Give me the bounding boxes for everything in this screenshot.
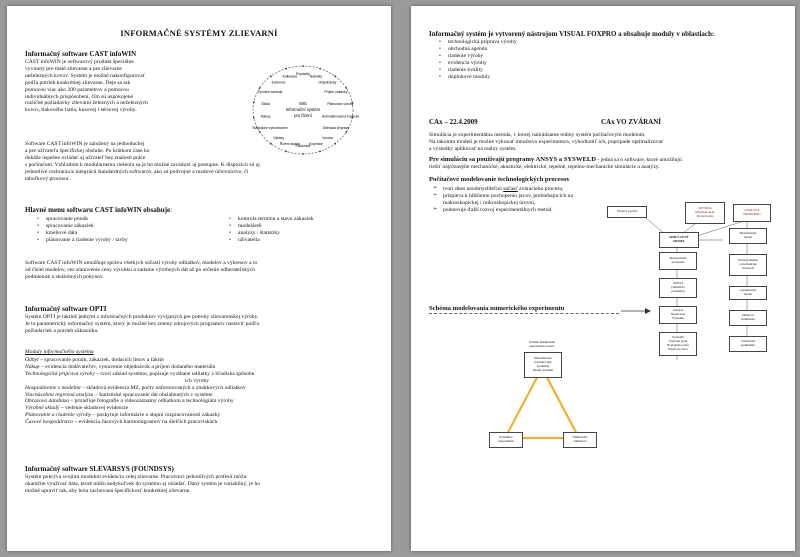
box-text-line: Matematický — [739, 231, 757, 236]
box-text-line: Výsledku — [671, 315, 685, 320]
cycle-node-label: Statistické vyhodnocení — [252, 126, 288, 131]
cycle-node-dot — [302, 65, 304, 67]
modeling-item-pre: podnecuje ďalší rozvoj experimentálnych metód. — [443, 206, 553, 213]
menu-heading-colon: : — [170, 206, 173, 214]
simulation-line: a výsledky aplikovať na reálny systém. — [429, 145, 517, 152]
module-entry — [25, 378, 385, 385]
schema-box-physical-experiment — [489, 432, 523, 448]
schema-arrow-icon — [621, 306, 651, 316]
menu-item: • kmeňové dáta — [37, 230, 217, 237]
schema-heading: Schéma modelovania numerického experimentu — [429, 305, 565, 312]
box-text-line: a mechanické — [739, 262, 757, 267]
module-entry — [25, 357, 385, 364]
opti-line: požiadaviek a potrieb zákazníka. — [25, 327, 99, 334]
cycle-node-label: Kalkulace — [282, 74, 298, 79]
module-name: Odbyt — [25, 357, 39, 363]
menu-after-paragraph — [25, 260, 385, 281]
box-text-line: simulácia — [573, 439, 587, 443]
box-text-line: problému) — [671, 288, 685, 293]
vfp-item: • technologická príprava výroby — [439, 39, 639, 46]
box-text-line: Začiatočné — [741, 339, 755, 344]
cax-title: CAx VO ZVÁRANÍ — [601, 118, 662, 126]
vfp-item: • obchodná agenda — [439, 46, 639, 53]
simulation-flow-diagram — [607, 200, 791, 370]
module-description: – štatistické spracovanie dát obsiahnutých v systéme — [93, 391, 213, 398]
slevarsys-paragraph — [25, 474, 385, 495]
module-entry — [25, 419, 385, 426]
cycle-node-dot — [270, 75, 272, 77]
cycle-node-dot — [334, 75, 336, 77]
slevarsys-line: Systém pokrýva svojimi modulmi evidenciu celej zlievarne. Pracovníci jednotlivých profesií môžu — [25, 474, 247, 480]
cycle-node-dot — [259, 131, 261, 133]
ansys-rest: - jedná sa o software, ktoré umožňujú — [596, 157, 682, 163]
module-description: – evidencia dodávateľov, vystavenie objednávok a príjem dodaného materiálu — [39, 363, 216, 370]
box-text-line: Matematického — [695, 210, 715, 215]
module-name: Nákup — [25, 363, 40, 370]
opti-line: Je to parametrický informačný systém, ktorý je možné bez zmeny zdrojových programov nastaviť podľa — [25, 320, 259, 327]
box-text-line: Okrajové — [742, 313, 754, 318]
box-text-line: Matematický — [534, 356, 552, 361]
vfp-heading: Informačný systém je vytvorený nástrojom VISUAL FOXPRO a obsahuje moduly v oblastiach: — [429, 30, 715, 38]
flow-right-box — [729, 228, 767, 244]
box-text-line: (simulácia — [671, 285, 685, 290]
module-name: Výrobné skladý — [25, 405, 60, 412]
cycle-node-dot — [253, 101, 255, 103]
module-description: – skladová evidencia MZ, počty naformovaných a zmätkových odliatkov — [80, 384, 246, 391]
vfp-item: • evidencia výroby — [439, 60, 639, 67]
cast-second-line: dokáže úspešne ovládať aj užívateľ bez znalosti práce — [25, 154, 146, 161]
cycle-node-dot — [285, 68, 287, 70]
cycle-node-label: Nákup — [260, 114, 271, 119]
box-text-line: Analýza — [672, 308, 684, 313]
module-entry — [25, 371, 385, 378]
cast-intro-line: kovov, tlakového liatia, kusovej i sériovej výroby. — [25, 107, 137, 114]
box-text-line: podmienky — [740, 343, 756, 347]
box-text-line: Výsledky — [671, 335, 685, 340]
simulation-paragraph — [429, 132, 789, 153]
cast-second-line: jednotlivé rozhrania k integrácii štandardných softwarov, ako sú podvojné a mzdové účtovníctvo, či — [25, 168, 249, 175]
simulation-line: Simulácia je experimentálna metóda, v ktorej nahrádzame reálny systém počítačovým modelom. — [429, 132, 646, 138]
schema-box-numerical-simulation — [563, 432, 597, 448]
module-name: Obrazová databáza — [25, 398, 69, 405]
box-text-line: METÓDA — [698, 206, 712, 211]
module-name: Hospodárenie s modelmi — [25, 384, 81, 391]
box-text-line: fyzikálny — [536, 364, 550, 368]
ansys-heading: Pre simuláciu sa používajú programy ANSYS a SYSWELD — [429, 156, 597, 163]
document-page-left — [7, 6, 391, 551]
module-entry — [25, 398, 385, 405]
modules-list — [25, 357, 385, 426]
cast-second-line: Software CAST infoWIN je založený na jednoduchej — [25, 141, 145, 147]
module-description: – priraďuje fotografie a videozáznamy odliatkom a technológiám výroby — [68, 398, 234, 405]
menu-item: • modeláreň — [229, 223, 379, 230]
module-description: – evidencia časových harmonogramov na dielčích pracoviskách — [73, 419, 218, 426]
cycle-node-label: Nabídky — [309, 74, 323, 79]
modeling-item — [433, 207, 593, 214]
menu-after-line: od čísiel modelov, cez stanovenie ceny výrobku a zadanie výrobných dát až po určenie odberateľských — [25, 266, 256, 273]
box-text-line: podmienky — [740, 317, 756, 321]
cycle-center-line: pro řízení — [294, 113, 312, 118]
cast-intro-line: pomocou viac ako 200 parametrov a pomocou — [25, 86, 129, 93]
slevarsys-line: možné upraviť tak, aby bola zachovaná špecifickosť konkrétnej zlievarne. — [25, 487, 191, 494]
box-text-line: model systému — [532, 367, 554, 372]
cycle-node-label: Evidence — [271, 80, 286, 85]
modules-title: Moduly informačného systému — [25, 349, 94, 355]
menu-item: • spracovanie ponúk — [37, 216, 217, 223]
numerical-experiment-schema — [487, 340, 597, 460]
cast-intro-line: CAST infoWIN je softwarový produkt špeciálne — [25, 59, 134, 65]
ansys-paragraph — [429, 157, 789, 171]
schema-box-math-model — [524, 352, 562, 378]
cycle-node-label: Výrobní nástroje — [257, 90, 283, 95]
box-text-line: PROBLÉMU — [743, 212, 761, 216]
vfp-item: • doplnkové moduly — [439, 74, 639, 81]
box-text-line: Numerická — [572, 435, 588, 440]
opti-line: Systém OPTI je taktiež jedným z informačných produktov vyvíjaných pre potreby zlievarenskej výroby. — [25, 314, 259, 320]
module-name: Technologická príprava výroby — [25, 370, 95, 377]
box-text-line: SIMULAČNÝ — [669, 235, 689, 240]
menu-item: • analýzy / štatistiky — [229, 230, 379, 237]
modeling-item — [433, 186, 593, 193]
cycle-center-line: Informační systém — [285, 107, 321, 112]
box-text-line: experiment — [498, 439, 514, 443]
cast-second-line: tabuľkový procesor. — [25, 175, 70, 182]
vfp-item: • riadenie výroby — [439, 53, 639, 60]
menu-list-right — [229, 216, 379, 244]
box-text-line: ANSYS — [672, 281, 684, 286]
flow-box-analysis — [733, 204, 771, 222]
menu-after-line: Software CAST infoWIN umožňuje správu všetkých súčastí výroby odliatkov, modelov a výkresov a to — [25, 260, 258, 266]
module-entry — [25, 364, 385, 371]
flow-right-box — [729, 286, 767, 300]
module-description: – tvorí základ systému, popisuje vyrábané odliatky z hľadiska spôsobu — [94, 370, 255, 377]
flow-left-box — [659, 278, 697, 298]
module-name: Viacnásobná regresná analýza — [25, 391, 94, 398]
box-text-line: MODEL — [672, 239, 686, 243]
box-text-line: Termofyzikálne — [737, 258, 759, 263]
vfp-item: • riadenie kvality — [439, 67, 639, 74]
cast-intro-line: individuálnych prispôsobení, čím sú uspokojené — [25, 93, 133, 100]
box-text-line: Nastavenia — [670, 312, 686, 317]
cast-second-line: a pre užívateľa špecifickej obsluhe. Po krátkom čase ho — [25, 147, 150, 154]
menu-list-left — [37, 216, 217, 244]
ansys-line2: riešiť najrôznejšie mechanické, akustické, elektrické, tepelné, tepelno-mechanické simulácie a analýzy. — [429, 163, 660, 170]
menu-heading — [25, 206, 172, 214]
cycle-center-line: MIS — [299, 101, 307, 106]
cast-intro-line: rozličné požiadavky zlievarní železných a neželezných — [25, 100, 148, 107]
document-page-right — [411, 6, 795, 551]
cycle-node-label: Automatizovaná kontrola — [321, 114, 360, 119]
modeling-list — [433, 186, 593, 214]
simulation-line: Na takomto modeli je možné vykonať množstvo experimentov, vyhodnotiť ich, popripade optimalizovať — [429, 138, 664, 145]
menu-item: • kontrola termínu a stavu zákaziek — [229, 216, 379, 223]
flow-right-box — [729, 336, 767, 352]
cycle-node-label: Poptávky — [296, 72, 310, 77]
cycle-node-label: Výkazy — [273, 135, 285, 140]
menu-item: • plánovanie a riadenie výroby / tavby — [37, 237, 217, 244]
cast-second-line: s počítačom. Vzhľadom k modulárnemu riešeniu sa je ho možné zavádzať aj postupne. K dispozícii sú aj — [25, 161, 260, 168]
cycle-node-label: Expedice — [309, 142, 323, 147]
module-name: Plánovanie a riadenie výroby — [25, 412, 92, 419]
box-text-line: vlastnosti — [741, 265, 755, 270]
menu-heading-text: Hlavné menu softwaru CAST infoWIN obsahuje — [25, 206, 171, 214]
cast-intro-line: neželezných kovov. Systém je možné nakonfigurovať — [25, 72, 146, 79]
modeling-item-u: súčasť — [503, 186, 518, 192]
cycle-node-label: Řízení skladu — [279, 142, 301, 147]
schema-caption — [512, 340, 572, 348]
flow-box-purpose: Účelový počítač — [607, 206, 647, 218]
flow-left-box — [659, 252, 697, 270]
modeling-item-pre: prispieva k hlbšiemu pochopeniu javov, prebiehajúcich na makroskopickej i mikroskopickej úrovni, — [443, 192, 573, 206]
cast-intro-paragraph — [25, 59, 235, 114]
flow-right-column — [729, 228, 767, 362]
box-text-line: Modelovania — [696, 213, 714, 218]
cast-heading: Informačný software CAST infoWIN — [25, 50, 137, 58]
box-text-line: Geometrický — [739, 288, 757, 293]
modeling-item — [433, 193, 593, 207]
box-text-line: Teplotné polia — [668, 339, 688, 344]
cast-intro-line: podľa potrieb konkrétnej zlievarne. Deje sa tak — [25, 79, 131, 86]
cycle-node-dot — [253, 117, 255, 119]
box-text-line: formulovaný — [534, 360, 552, 365]
opti-paragraph — [25, 314, 385, 335]
box-text-line: prostredie — [671, 260, 685, 264]
box-text-line: Rozloženia polia — [667, 343, 689, 347]
module-entry — [25, 385, 385, 392]
menu-item: • spracovanie zákaziek — [37, 223, 217, 230]
slevarsys-line: okamžite využívať dáta, ktoré môžu kedykoľvek do systému aj vkladať. Daný systém je variabilný, je ho — [25, 480, 261, 487]
modeling-heading: Počítačové modelovanie technologických procesov — [429, 176, 570, 183]
cycle-node-label: Plánování výroby — [327, 101, 354, 106]
module-description: – poskytuje informácie o stupni rozpracovanosti zákazky — [91, 412, 221, 419]
cycle-node-label: Příjem zakázky — [324, 90, 348, 95]
flow-box-simulation-model — [659, 232, 699, 248]
cycle-node-label: Objednávky — [318, 80, 337, 85]
box-text-line: model — [744, 292, 752, 296]
cycle-node-dot — [345, 131, 347, 133]
cycle-node-label: Výroba — [322, 135, 333, 140]
box-text-line: Schéma ukážkového — [528, 340, 556, 344]
cycle-node-label: Sklad — [261, 101, 270, 106]
cycle-node-label: Fakturace — [295, 144, 311, 149]
flow-left-box — [659, 332, 697, 356]
page-title: INFORMAČNÉ SYSTÉMY ZLIEVARNÍ — [120, 28, 278, 38]
modeling-item-post: zváracieho procesu, — [517, 186, 564, 192]
flow-box-method — [685, 202, 725, 224]
module-description: – spracovanie ponúk, zákaziek, dodacích listov a faktúr — [38, 357, 165, 363]
box-text-line: usporiadania zvarov — [529, 344, 555, 348]
vfp-module-list — [439, 39, 639, 80]
schema-underline — [429, 313, 619, 314]
menu-item: • užívatelia — [229, 237, 379, 244]
slevarsys-heading: Informačný software SLEVARSYS (FOUNDSYS) — [25, 465, 174, 473]
cycle-node-dot — [345, 87, 347, 89]
flow-left-box — [659, 306, 697, 324]
flow-right-box — [729, 254, 767, 276]
cycle-node-label: Dílenská příprava — [322, 126, 350, 131]
module-description: ich výroby — [185, 377, 210, 384]
flow-left-column — [659, 252, 697, 364]
cax-date: CAx – 22.4.2009 — [429, 118, 478, 126]
cast-intro-line: vyvinutý pre malé zlievarne a pre zlievarne — [25, 65, 122, 72]
modeling-item-pre: tvorí dnes neodmysliteľnú — [443, 186, 504, 192]
cast-second-paragraph — [25, 141, 385, 182]
flow-right-box — [729, 310, 767, 326]
box-text-line: Fyzikálny — [499, 435, 513, 440]
module-description: – vedenie skladovej evidencie — [59, 405, 129, 412]
box-text-line: Napäťové stavy — [667, 346, 689, 351]
opti-heading: Informačný software OPTI — [25, 305, 107, 313]
cycle-node-dot — [259, 87, 261, 89]
box-text-line: model — [744, 235, 752, 239]
menu-after-line: podmienok a skúšobných pokynov. — [25, 273, 104, 280]
box-text-line: ANALÝZA — [744, 208, 760, 213]
module-name: Časové hospodárstvo — [25, 419, 74, 426]
cycle-node-dot — [319, 68, 321, 70]
box-text-line: Interpretačné — [669, 256, 687, 261]
